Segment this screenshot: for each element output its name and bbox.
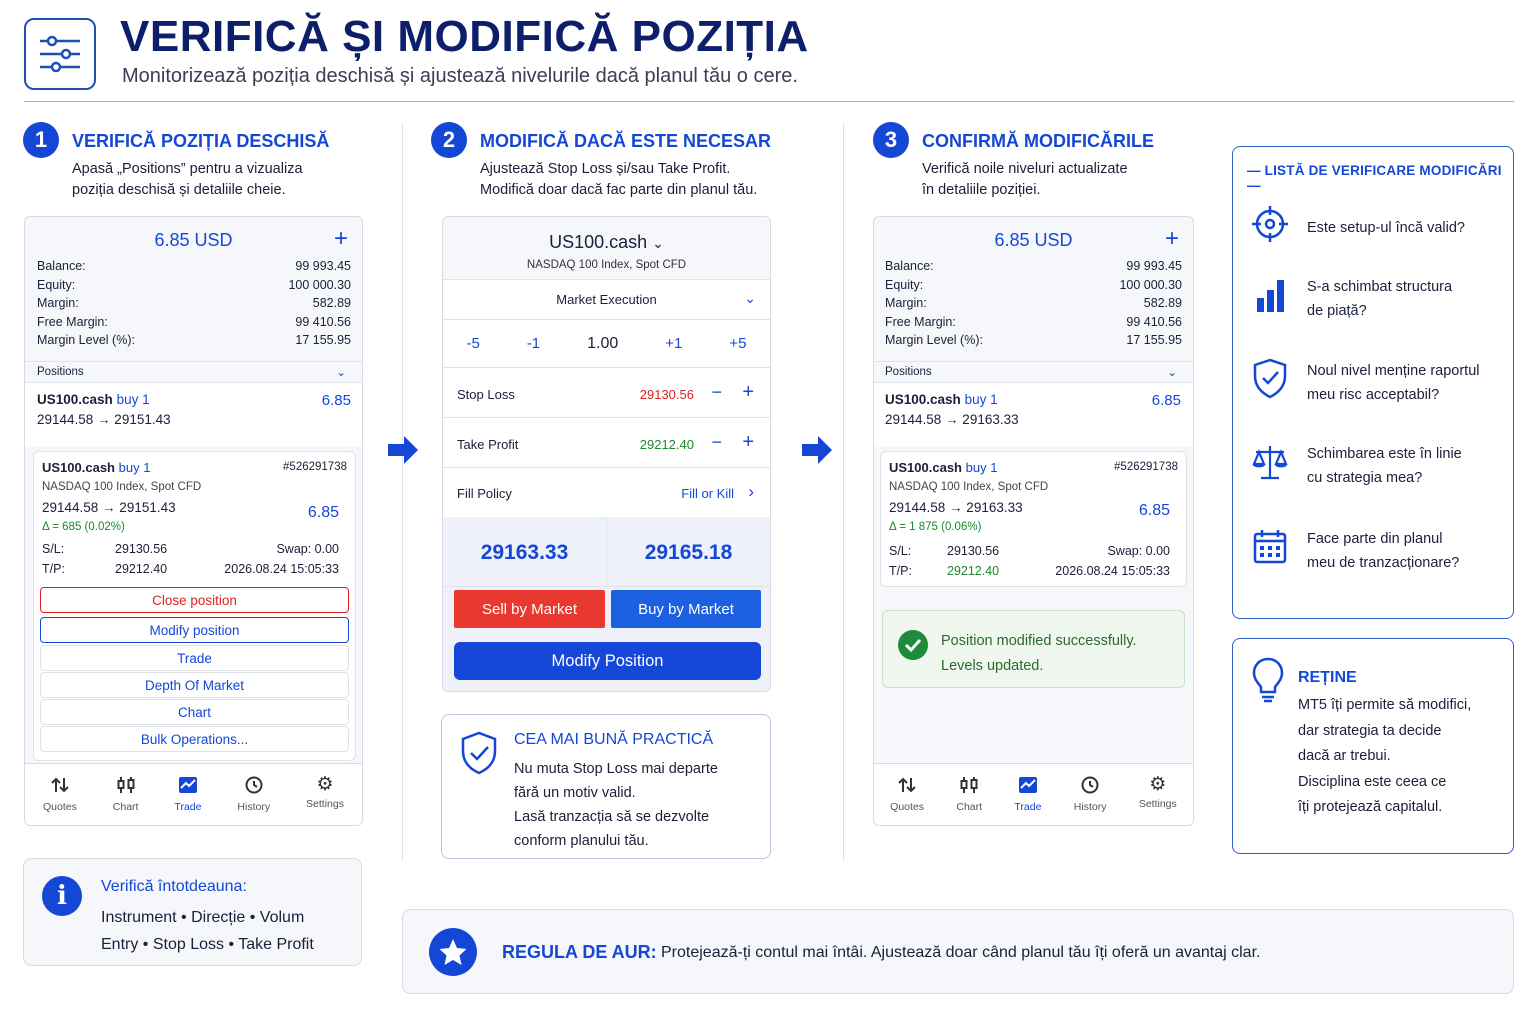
column-divider (843, 124, 844, 860)
info-icon: i (42, 876, 82, 916)
stop-loss-input[interactable]: 29130.56 (639, 387, 694, 402)
remember-line: MT5 îți permite să modifici, (1298, 697, 1472, 713)
bulk-operations-button[interactable]: Bulk Operations... (40, 726, 349, 752)
chevron-right-icon: › (748, 482, 754, 501)
trade-chart-icon (1018, 776, 1038, 797)
tp-label: T/P: (889, 564, 912, 578)
shield-check-icon (1251, 358, 1289, 408)
position-details (880, 451, 1187, 587)
free-margin-value: 99 410.56 (1126, 314, 1182, 329)
position-profit: 6.85 (1151, 391, 1181, 409)
checklist-item: Este setup-ul încă valid? (1251, 205, 1465, 251)
volume-stepper (443, 320, 770, 368)
remember-box (1232, 638, 1514, 854)
sl-label: S/L: (42, 542, 65, 556)
calendar-icon (1251, 528, 1289, 574)
checklist-item: Noul nivel menține raportul meu risc acceptabil? (1251, 358, 1479, 408)
golden-rule-text: Protejează-ți contul mai întâi. Ajustează doar când planul tău îți oferă un avantaj clar. (661, 944, 1261, 961)
step-3-desc: Verifică noile niveluri actualizate în detaliile poziției. (922, 161, 1128, 198)
margin-level-value: 17 155.95 (1126, 333, 1182, 347)
step-1-desc: Apasă „Positions” pentru a vizualiza poziția deschisă și detaliile cheie. (72, 161, 303, 198)
remember-line: îți protejează capitalul. (1298, 799, 1443, 815)
take-profit-row (443, 418, 770, 468)
position-row[interactable] (874, 383, 1193, 447)
margin-label: Margin: (885, 296, 927, 310)
open-time: 2026.08.24 15:05:33 (1055, 564, 1170, 578)
plus-icon[interactable]: + (333, 225, 348, 252)
shield-check-icon (460, 731, 498, 780)
step-1-title: VERIFICĂ POZIȚIA DESCHISĂ (72, 131, 330, 151)
sl-plus-button[interactable]: + (742, 381, 754, 403)
free-margin-label: Free Margin: (885, 314, 956, 329)
golden-rule-label: REGULA DE AUR: (502, 942, 657, 962)
best-practice-title: CEA MAI BUNĂ PRACTICĂ (514, 731, 714, 748)
tp-plus-button[interactable]: + (742, 431, 754, 453)
trade-screen-3 (873, 216, 1194, 826)
take-profit-label: Take Profit (457, 437, 519, 452)
step-2-desc: Ajustează Stop Loss și/sau Take Profit. Modifică doar dacă fac parte din planul tău. (480, 161, 758, 198)
execution-select[interactable] (443, 280, 770, 320)
arrow-right-icon (386, 434, 420, 471)
stop-loss-label: Stop Loss (457, 387, 515, 402)
balance-value: 99 993.45 (1126, 259, 1182, 273)
volume-input[interactable]: 1.00 (587, 334, 619, 352)
execution-label: Market Execution (556, 292, 657, 307)
swap-value: Swap: 0.00 (276, 542, 339, 556)
free-margin-label: Free Margin: (37, 314, 108, 329)
checklist-item: Face parte din planul meu de tranzacționare? (1251, 527, 1459, 575)
sl-minus-button[interactable]: − (711, 382, 722, 402)
modify-position-button[interactable]: Modify position (40, 617, 349, 643)
checklist-item: S-a schimbat structura de piață? (1251, 275, 1452, 323)
settings-sliders-icon (24, 18, 96, 90)
gear-icon: ⚙ (1149, 774, 1167, 795)
success-line: Position modified successfully. (941, 633, 1137, 649)
sl-label: S/L: (889, 544, 912, 558)
swap-value: Swap: 0.00 (1107, 544, 1170, 558)
step-3-title: CONFIRMĂ MODIFICĂRILE (922, 131, 1154, 151)
step-1-badge: 1 (23, 122, 59, 158)
candles-icon (959, 776, 979, 797)
arrow-right-icon (800, 434, 834, 471)
account-profit: 6.85 USD (154, 230, 233, 250)
close-position-button[interactable]: Close position (40, 587, 349, 613)
star-icon (429, 928, 477, 976)
price-delta: Δ = 685 (0.02%) (42, 521, 125, 533)
lightbulb-icon (1251, 657, 1285, 708)
margin-level-label: Margin Level (%): (37, 333, 135, 347)
detail-profit: 6.85 (307, 504, 339, 521)
bottom-tab-bar (874, 763, 1193, 825)
checklist-item: Schimbarea este în linie cu strategia mea? (1251, 442, 1462, 490)
step-2-badge: 2 (431, 122, 467, 158)
open-time: 2026.08.24 15:05:33 (224, 562, 339, 576)
balance-label: Balance: (37, 259, 86, 273)
symbol-selector[interactable]: US100.cash ⌄ (549, 232, 664, 252)
practice-line: fără un motiv valid. (514, 785, 636, 801)
detail-side: buy 1 (965, 460, 998, 475)
step-2-title: MODIFICĂ DACĂ ESTE NECESAR (480, 131, 772, 151)
balance-label: Balance: (885, 259, 934, 273)
balance-scale-icon (1251, 443, 1289, 489)
position-prices: 29144.58 → 29151.43 (37, 411, 171, 427)
candles-icon (116, 776, 136, 797)
quotes-icon (50, 776, 70, 797)
check-circle-icon (897, 629, 929, 666)
golden-rule-banner (402, 909, 1514, 994)
chevron-down-icon: ⌄ (744, 290, 756, 306)
ticket-number: #526291738 (1114, 461, 1178, 473)
tp-minus-button[interactable]: − (711, 432, 722, 452)
history-icon (244, 776, 264, 797)
chart-button[interactable]: Chart (40, 699, 349, 725)
trade-button[interactable]: Trade (40, 645, 349, 671)
price-delta: Δ = 1 875 (0.06%) (889, 521, 982, 533)
quotes-icon (897, 776, 917, 797)
depth-of-market-button[interactable]: Depth Of Market (40, 672, 349, 698)
equity-value: 100 000.30 (288, 277, 351, 292)
plus-icon[interactable]: + (1164, 225, 1179, 252)
header-divider (24, 101, 1514, 102)
checklist-box (1232, 146, 1514, 619)
position-prices: 29144.58 → 29163.33 (885, 411, 1019, 427)
tab-settings[interactable]: ⚙ Settings (306, 774, 344, 810)
tp-value: 29212.40 (947, 564, 1000, 578)
chevron-down-icon: ⌄ (652, 235, 664, 251)
fill-policy-label: Fill Policy (457, 486, 512, 501)
position-symbol: US100.cash (885, 391, 961, 407)
free-margin-value: 99 410.56 (295, 314, 351, 329)
page-title: VERIFICĂ ȘI MODIFICĂ POZIȚIA (120, 12, 809, 61)
success-line: Levels updated. (941, 658, 1044, 674)
remember-title: REȚINE (1298, 669, 1357, 686)
position-side: buy 1 (964, 391, 998, 407)
ticket-number: #526291738 (283, 461, 347, 473)
chevron-down-icon: ⌄ (336, 366, 346, 379)
info-title: Verifică întotdeauna: (101, 878, 247, 895)
volume-plus-1[interactable]: +1 (665, 335, 683, 352)
bottom-tab-bar (25, 763, 362, 825)
volume-plus-5[interactable]: +5 (729, 335, 747, 352)
info-line: Instrument • Direcție • Volum (101, 909, 305, 926)
practice-line: Nu muta Stop Loss mai departe (514, 761, 718, 777)
position-symbol: US100.cash (37, 391, 113, 407)
fill-policy-row[interactable] (443, 468, 770, 516)
detail-prices: 29144.58 → 29163.33 (889, 500, 1023, 515)
instrument-desc: NASDAQ 100 Index, Spot CFD (42, 481, 202, 493)
checklist-title: — LISTĂ DE VERIFICARE MODIFICĂRI — (1247, 163, 1502, 193)
detail-side: buy 1 (118, 460, 151, 475)
position-side: buy 1 (116, 391, 150, 407)
tab-history[interactable]: History (1074, 764, 1107, 813)
balance-value: 99 993.45 (295, 259, 351, 273)
margin-level-label: Margin Level (%): (885, 333, 983, 347)
tab-quotes[interactable]: Quotes (890, 764, 924, 813)
instrument-desc: NASDAQ 100 Index, Spot CFD (889, 481, 1049, 493)
step-3-badge: 3 (873, 122, 909, 158)
take-profit-input[interactable]: 29212.40 (639, 437, 694, 452)
ask-price: 29165.18 (644, 541, 733, 564)
volume-minus-1[interactable]: -1 (526, 335, 541, 352)
tab-quotes[interactable]: Quotes (43, 764, 77, 813)
bar-chart-icon (1251, 276, 1289, 322)
practice-line: Lasă tranzacția să se dezvolte (514, 809, 710, 825)
chevron-down-icon: ⌄ (1167, 366, 1177, 379)
trade-chart-icon (178, 776, 198, 797)
equity-value: 100 000.30 (1119, 277, 1182, 292)
margin-label: Margin: (37, 296, 79, 310)
margin-value: 582.89 (312, 296, 351, 310)
sl-value: 29130.56 (115, 542, 168, 556)
positions-label: Positions (885, 365, 932, 378)
tab-trade[interactable]: Trade (174, 764, 201, 813)
buy-by-market-button[interactable]: Buy by Market (611, 590, 761, 628)
gear-icon: ⚙ (316, 774, 334, 795)
detail-profit: 6.85 (1138, 502, 1170, 519)
tp-label: T/P: (42, 562, 65, 576)
order-screen (442, 216, 771, 692)
practice-line: conform planului tău. (514, 833, 649, 849)
stop-loss-row (443, 368, 770, 418)
trade-screen-1 (24, 216, 363, 826)
position-profit: 6.85 (321, 391, 351, 409)
tab-chart[interactable]: Chart (956, 764, 982, 813)
history-icon (1080, 776, 1100, 797)
page-subtitle: Monitorizează poziția deschisă și ajustează nivelurile dacă planul tău o cere. (122, 65, 798, 87)
positions-label: Positions (37, 365, 84, 378)
remember-line: dacă ar trebui. (1298, 748, 1391, 764)
crosshair-icon (1251, 205, 1289, 251)
best-practice-box (441, 714, 771, 859)
info-line: Entry • Stop Loss • Take Profit (101, 936, 314, 953)
account-profit: 6.85 USD (994, 230, 1073, 250)
column-divider (402, 124, 403, 860)
detail-symbol: US100.cash (889, 460, 962, 475)
sell-by-market-button[interactable]: Sell by Market (454, 590, 605, 628)
order-instrument-desc: NASDAQ 100 Index, Spot CFD (526, 259, 687, 271)
margin-level-value: 17 155.95 (295, 333, 351, 347)
tab-trade[interactable]: Trade (1014, 764, 1041, 813)
remember-line: Disciplina este ceea ce (1298, 773, 1447, 790)
equity-label: Equity: (885, 277, 924, 292)
modify-position-submit[interactable]: Modify Position (454, 642, 761, 680)
info-box (23, 858, 362, 966)
tab-chart[interactable]: Chart (113, 764, 139, 813)
detail-symbol: US100.cash (42, 460, 115, 475)
positions-header[interactable] (874, 361, 1193, 383)
remember-line: dar strategia ta decide (1298, 722, 1442, 739)
positions-header[interactable] (25, 361, 362, 383)
detail-prices: 29144.58 → 29151.43 (42, 500, 176, 515)
position-row[interactable] (25, 383, 362, 447)
tab-settings[interactable]: ⚙ Settings (1138, 774, 1177, 810)
position-details (33, 451, 356, 761)
tab-history[interactable]: History (237, 764, 270, 813)
volume-minus-5[interactable]: -5 (466, 335, 480, 352)
sl-value: 29130.56 (947, 544, 1000, 558)
fill-policy-value: Fill or Kill (681, 486, 734, 501)
margin-value: 582.89 (1143, 296, 1182, 310)
bid-price: 29163.33 (443, 517, 607, 586)
equity-label: Equity: (37, 277, 76, 292)
tp-value: 29212.40 (115, 562, 168, 576)
success-notice (882, 610, 1185, 688)
